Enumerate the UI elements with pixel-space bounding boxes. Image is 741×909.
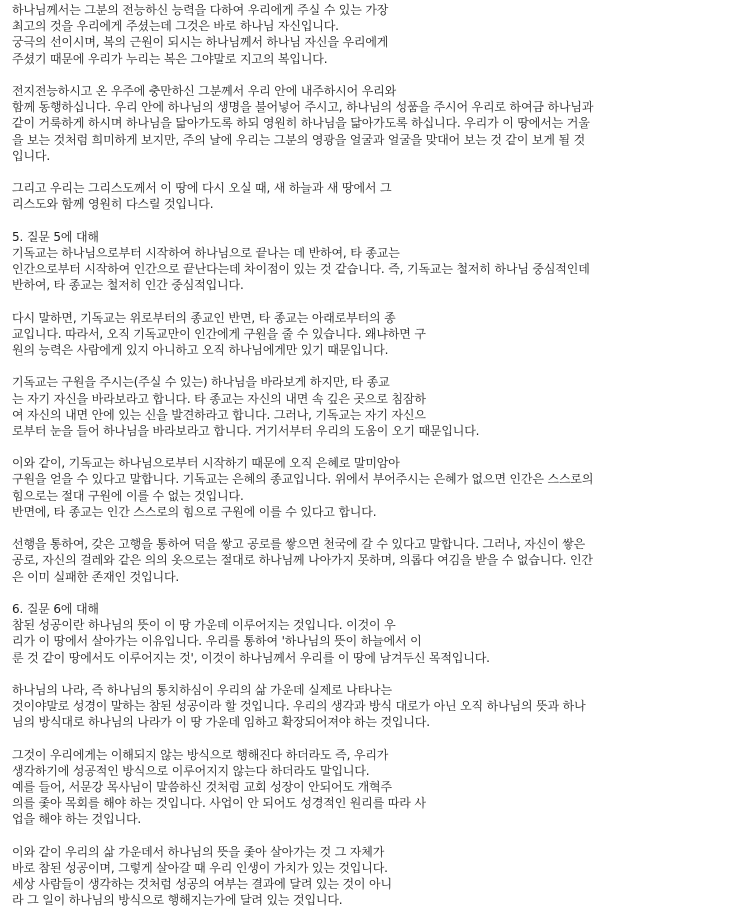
text-line: 바로 참된 성공이며, 그렇게 살아갈 때 우리 인생이 가치가 있는 것입니다. (12, 860, 388, 875)
text-line: 기독교는 구원을 주시는(주실 수 있는) 하나님을 바라보게 하지만, 타 종교 (12, 375, 390, 390)
text-line: 궁극의 선이시며, 복의 근원이 되시는 하나님께서 하나님 자신을 우리에게 (12, 35, 389, 50)
text-line: 업을 해야 하는 것입니다. (12, 812, 142, 827)
text-line: 은 이미 실패한 존재인 것입니다. (12, 569, 180, 584)
text-line: 함께 동행하십니다. 우리 안에 하나님의 생명을 불어넣어 주시고, 하나님의 성품을 주시어 우리로 하여금 하나님과 (12, 100, 594, 115)
text-line: 참된 성공이란 하나님의 뜻이 이 땅 가운데 이루어지는 것입니다. 이것이 우 (12, 618, 396, 633)
text-line: 것이야말로 성경이 말하는 참된 성공이라 할 것입니다. 우리의 생각과 방식 대로가 아닌 오직 하나님의 뜻과 하나 (12, 699, 586, 714)
paragraph-gap (12, 293, 736, 309)
text-line: 구원을 얻을 수 있다고 말합니다. 기독교는 은혜의 종교입니다. 위에서 부어주시는 은혜가 없으면 인간은 스스로의 (12, 472, 594, 487)
text-line: 원의 능력은 사람에게 있지 아니하고 오직 하나님에게만 있기 때문입니다. (12, 342, 389, 357)
paragraph-gap (12, 212, 736, 228)
text-line: 의를 좇아 목회를 해야 하는 것입니다. 사업이 안 되어도 성경적인 원리를 따라 사 (12, 796, 426, 811)
paragraph-gap (12, 585, 736, 601)
paragraph-gap (12, 358, 736, 374)
text-line: 힘으로는 절대 구원에 이를 수 없는 것입니다. (12, 488, 244, 503)
text-line: 공로, 자신의 걸레와 같은 의의 옷으로는 절대로 하나님께 나아가지 못하며, 의롭다 여김을 받을 수 없습니다. 인간 (12, 553, 593, 568)
text-line: 하나님께서는 그분의 전능하신 능력을 다하여 우리에게 주실 수 있는 가장 (12, 3, 389, 17)
text-line: 선행을 통하여, 갖은 고행을 통하여 덕을 쌓고 공로를 쌓으면 천국에 갈 수 있다고 말합니다. 그러나, 자신이 쌓은 (12, 537, 586, 552)
text-line: 기독교는 하나님으로부터 시작하여 하나님으로 끝나는 데 반하여, 타 종교는 (12, 245, 400, 260)
paragraph-gap (12, 164, 736, 180)
text-line: 라 그 일이 하나님의 방식으로 행해지는가에 달려 있는 것입니다. (12, 893, 343, 908)
text-line: 같이 거룩하게 하시며 하나님을 닮아가도록 하되 영원히 하나님을 닮아가도록 하십니다. 우리가 이 땅에서는 거울 (12, 116, 590, 131)
text-line: 주셨기 때문에 우리가 누리는 복은 그야말로 지고의 복입니다. (12, 51, 328, 66)
text-line: 하나님의 나라, 즉 하나님의 통치하심이 우리의 삶 가운데 실제로 나타나는 (12, 682, 392, 697)
text-line: 리가 이 땅에서 살아가는 이유입니다. 우리를 통하여 '하나님의 뜻이 하늘에서 이 (12, 634, 422, 649)
text-line: 교입니다. 따라서, 오직 기독교만이 인간에게 구원을 줄 수 있습니다. 왜냐하면 구 (12, 326, 426, 341)
text-line: 이와 같이, 기독교는 하나님으로부터 시작하기 때문에 오직 은혜로 말미암아 (12, 456, 400, 471)
text-line: 생각하기에 성공적인 방식으로 이루어지지 않는다 하더라도 말입니다. (12, 763, 370, 778)
document-body (12, 2, 736, 909)
text-line: 다시 말하면, 기독교는 위로부터의 종교인 반면, 타 종교는 아래로부터의 종 (12, 310, 396, 325)
paragraph-gap (12, 666, 736, 682)
paragraph-gap (12, 730, 736, 746)
text-line: 룬 것 같이 땅에서도 이루어지는 것', 이것이 하나님께서 우리를 이 땅에 남겨두신 목적입니다. (12, 650, 490, 665)
text-line: 세상 사람들이 생각하는 것처럼 성공의 여부는 결과에 달려 있는 것이 아니 (12, 877, 392, 892)
text-line: 이와 같이 우리의 삶 가운데서 하나님의 뜻을 좇아 살아가는 것 그 자체가 (12, 844, 385, 859)
text-line: 반하여, 타 종교는 철저히 인간 중심적입니다. (12, 278, 244, 293)
paragraph-gap (12, 439, 736, 455)
text-line: 그것이 우리에게는 이해되지 않는 방식으로 행해진다 하더라도 즉, 우리가 (12, 747, 389, 762)
paragraph-gap (12, 520, 736, 536)
text-line: 5. 질문 5에 대해 (12, 229, 99, 244)
text-line: 는 자기 자신을 바라보라고 합니다. 타 종교는 자신의 내면 속 깊은 곳으로 침잠하 (12, 391, 426, 406)
paragraph-gap (12, 67, 736, 83)
text-line: 을 보는 것처럼 희미하게 보지만, 주의 날에 우리는 그분의 영광을 얼굴과 얼굴을 맞대어 보는 것 같이 보게 될 것 (12, 132, 586, 147)
text-line: 리스도와 함께 영원히 다스릴 것입니다. (12, 197, 214, 212)
text-line: 전지전능하시고 온 우주에 충만하신 그분께서 우리 안에 내주하시어 우리와 (12, 83, 397, 98)
text-line: 로부터 눈을 들어 하나님을 바라보라고 합니다. 거기서부터 우리의 도움이 오기 때문입니다. (12, 423, 480, 438)
text-line: 최고의 것을 우리에게 주셨는데 그것은 바로 하나님 자신입니다. (12, 19, 339, 34)
text-line: 예를 들어, 서문강 목사님이 말씀하신 것처럼 교회 성장이 안되어도 개혁주 (12, 780, 392, 794)
paragraph-gap (12, 828, 736, 844)
text-line: 반면에, 타 종교는 인간 스스로의 힘으로 구원에 이를 수 있다고 합니다. (12, 504, 377, 519)
text-line: 인간으로부터 시작하여 인간으로 끝난다는데 차이점이 있는 것 같습니다. 즉, 기독교는 철저히 하나님 중심적인데 (12, 262, 590, 276)
text-line: 입니다. (12, 148, 50, 163)
text-line: 여 자신의 내면 안에 있는 신을 발견하라고 합니다. 그러나, 기독교는 자기 자신으 (12, 407, 426, 422)
text-line: 님의 방식대로 하나님의 나라가 이 땅 가운데 임하고 확장되어져야 하는 것입니다. (12, 715, 430, 730)
text-line: 6. 질문 6에 대해 (12, 601, 99, 616)
text-line: 그리고 우리는 그리스도께서 이 땅에 다시 오실 때, 새 하늘과 새 땅에서 그 (12, 181, 392, 196)
